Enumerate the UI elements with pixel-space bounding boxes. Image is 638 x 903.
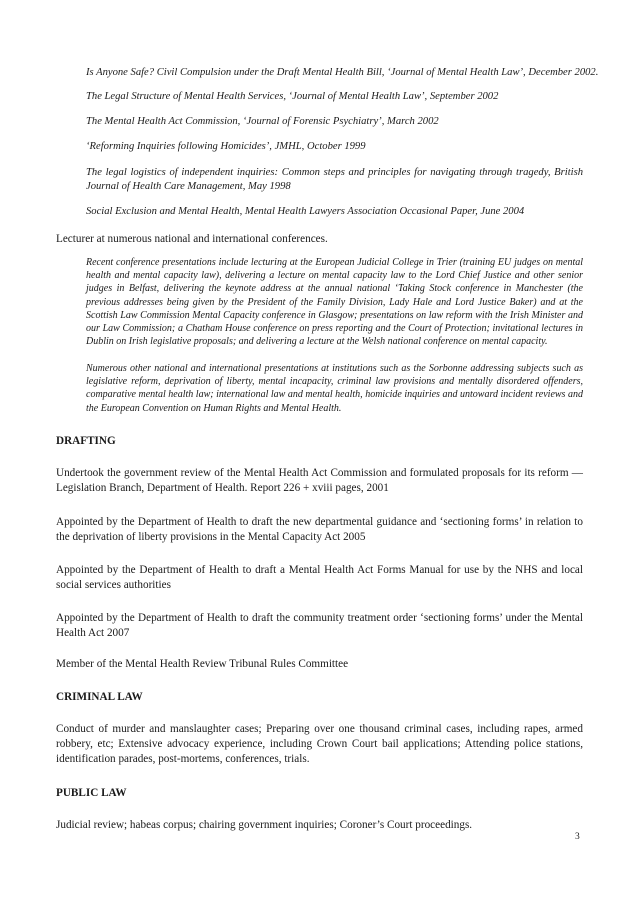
drafting-item: Appointed by the Department of Health to draft a Mental Health Act Forms Manual for use by the NHS and local social services authorities <box>56 564 583 591</box>
drafting-item: Undertook the government review of the Mental Health Act Commission and formulated proposals for its reform — Legislation Branch, Department of Health. Report 226 + xviii pages, 2001 <box>56 467 583 494</box>
conference-paragraph: Recent conference presentations include lecturing at the European Judicial College in Trier (training EU judges on mental health and mental capacity law), delivering a lecture on mental capacity law to the Lord Chief Justice and other senior judges in Belfast, delivering the keynote address at the annual national ‘Taking Stock conference in Manchester (the previous addresses being given by the President of the Family Division, Lady Hale and Lord Justice Baker) and at the Scottish Law Commission Mental Capacity conference in Glasgow; presentations on law reform with the Irish Minister and our Law Commission; a Chatham House conference on press reporting and the Court of Protection; invitational lectures in Dublin on Irish legislative proposals; and delivering a lecture at the Welsh national conference on mental capacity. <box>86 257 583 348</box>
public-law-text: Judicial review; habeas corpus; chairing government inquiries; Coroner’s Court proceedings. <box>56 819 473 831</box>
criminal-law-text: Conduct of murder and manslaughter cases; Preparing over one thousand criminal cases, including rapes, armed robbery, etc; Extensive advocacy experience, including Crown Court bail applications; Attending police stations, identification parades, post-mortems, conferences, trials. <box>56 723 583 765</box>
publication-item: The Legal Structure of Mental Health Services, ‘Journal of Mental Health Law’, September 2002 <box>86 91 499 102</box>
drafting-item: Member of the Mental Health Review Tribunal Rules Committee <box>56 658 349 670</box>
publication-item: Social Exclusion and Mental Health, Mental Health Lawyers Association Occasional Paper, June 2004 <box>86 206 525 217</box>
section-heading-public-law: PUBLIC LAW <box>56 787 127 799</box>
page-number: 3 <box>575 832 580 842</box>
lecturer-statement: Lecturer at numerous national and international conferences. <box>56 233 328 245</box>
publication-item: ‘Reforming Inquiries following Homicides’, JMHL, October 1999 <box>86 141 366 152</box>
section-heading-drafting: DRAFTING <box>56 435 116 447</box>
publication-item: The legal logistics of independent inquiries: Common steps and principles for navigating through tragedy, British Journal of Health Care Management, May 1998 <box>86 167 583 192</box>
drafting-item: Appointed by the Department of Health to draft the community treatment order ‘sectioning forms’ under the Mental Health Act 2007 <box>56 612 583 639</box>
section-heading-criminal-law: CRIMINAL LAW <box>56 691 143 703</box>
conference-paragraph: Numerous other national and international presentations at institutions such as the Sorbonne addressing subjects such as legislative reform, deprivation of liberty, mental incapacity, criminal law provisions and mentally disordered offenders, comparative mental health law; international law and mental health, homicide inquiries and untoward incident reviews and the European Convention on Human Rights and Mental Health. <box>86 363 583 414</box>
publication-item: The Mental Health Act Commission, ‘Journal of Forensic Psychiatry’, March 2002 <box>86 116 439 127</box>
publication-item: Is Anyone Safe? Civil Compulsion under the Draft Mental Health Bill, ‘Journal of Mental Health Law’, December 2002. <box>86 67 599 78</box>
drafting-item: Appointed by the Department of Health to draft the new departmental guidance and ‘sectioning forms’ in relation to the deprivation of liberty provisions in the Mental Capacity Act 2005 <box>56 516 583 543</box>
